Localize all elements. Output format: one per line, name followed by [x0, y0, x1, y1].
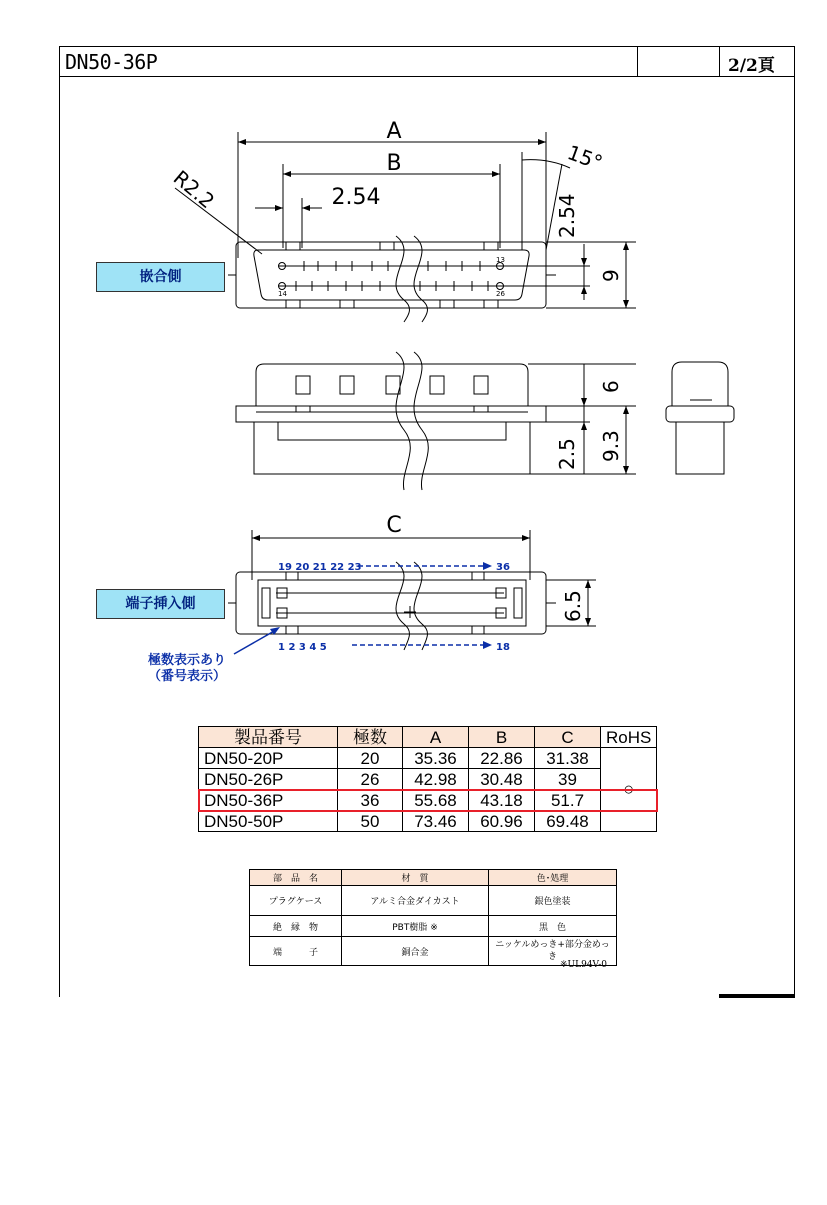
material-table-header	[250, 870, 617, 886]
finish-cell: 黒 色	[489, 916, 617, 937]
table-row	[199, 769, 657, 790]
col-a: A	[403, 727, 469, 748]
table-row-highlighted	[199, 790, 657, 811]
a-cell: 35.36	[403, 748, 469, 769]
document-title: DN50-36P	[65, 50, 158, 74]
frame-bottom-mark	[719, 994, 795, 998]
dim-c-label: C	[386, 513, 402, 538]
pin-count-cell: 20	[338, 748, 403, 769]
pin-count-cell: 50	[338, 811, 403, 832]
angle-label: 15°	[564, 140, 606, 175]
b-cell: 30.48	[469, 769, 535, 790]
radius-label: R2.2	[168, 165, 220, 214]
col-part-name: 部 品 名	[250, 870, 342, 886]
material-footnote: ※UL94V-0	[560, 960, 607, 970]
spec-table	[198, 726, 657, 832]
pin-14-label: 14	[278, 290, 287, 298]
height-9-label: 9	[599, 269, 623, 282]
pin-note-line1: 極数表示あり	[147, 653, 226, 668]
table-row	[250, 916, 617, 937]
top-pin-numbers: 19 20 21 22 23	[278, 562, 362, 573]
col-product-number: 製品番号	[199, 727, 338, 748]
height-9-3-label: 9.3	[599, 430, 623, 462]
finish-cell: ニッケルめっき+部分金めっき	[489, 937, 617, 966]
page-number: 2/2頁	[728, 56, 775, 76]
product-number-cell: DN50-20P	[199, 748, 338, 769]
product-number-cell: DN50-26P	[199, 769, 338, 790]
top-pin-end: 36	[496, 562, 510, 573]
c-cell: 69.48	[535, 811, 601, 832]
pin-13-label: 13	[496, 256, 505, 264]
col-c: C	[535, 727, 601, 748]
table-row	[199, 811, 657, 832]
col-material: 材 質	[342, 870, 489, 886]
c-cell: 51.7	[535, 790, 601, 811]
col-b: B	[469, 727, 535, 748]
a-cell: 55.68	[403, 790, 469, 811]
c-cell: 31.38	[535, 748, 601, 769]
terminal-side-label: 端子挿入側	[96, 589, 225, 619]
col-pin-count: 極数	[338, 727, 403, 748]
material-cell: PBT樹脂 ※	[342, 916, 489, 937]
pin-note-line2: （番号表示）	[147, 669, 226, 684]
table-row	[250, 886, 617, 916]
pin-count-cell: 26	[338, 769, 403, 790]
dim-a-label: A	[386, 119, 402, 144]
col-finish: 色･処理	[489, 870, 617, 886]
table-row	[199, 748, 657, 769]
part-name-cell: プラグケース	[250, 886, 342, 916]
b-cell: 43.18	[469, 790, 535, 811]
part-name-cell: 絶 縁 物	[250, 916, 342, 937]
bottom-pin-end: 18	[496, 642, 510, 653]
mating-side-label: 嵌合側	[96, 262, 225, 292]
dim-b-label: B	[386, 151, 402, 176]
rohs-cell: ○	[601, 748, 657, 832]
pin-count-cell: 36	[338, 790, 403, 811]
a-cell: 73.46	[403, 811, 469, 832]
pitch-label: 2.54	[331, 185, 381, 210]
material-table	[249, 869, 617, 966]
bottom-pin-numbers: 1 2 3 4 5	[278, 642, 327, 653]
product-number-cell: DN50-50P	[199, 811, 338, 832]
col-rohs: RoHS	[601, 727, 657, 748]
height-6-5-label: 6.5	[561, 590, 585, 622]
pitch-vertical-label: 2.54	[555, 193, 579, 238]
finish-cell: 銀色塗装	[489, 886, 617, 916]
height-6-label: 6	[599, 380, 623, 393]
spec-table-header	[199, 727, 657, 748]
c-cell: 39	[535, 769, 601, 790]
pin-26-label: 26	[496, 290, 505, 298]
b-cell: 22.86	[469, 748, 535, 769]
product-number-cell: DN50-36P	[199, 790, 338, 811]
pin-number-note	[132, 653, 242, 685]
part-name-cell: 端 子	[250, 937, 342, 966]
a-cell: 42.98	[403, 769, 469, 790]
b-cell: 60.96	[469, 811, 535, 832]
height-2-5-label: 2.5	[555, 438, 579, 470]
material-cell: アルミ合金ダイカスト	[342, 886, 489, 916]
material-cell: 銅合金	[342, 937, 489, 966]
